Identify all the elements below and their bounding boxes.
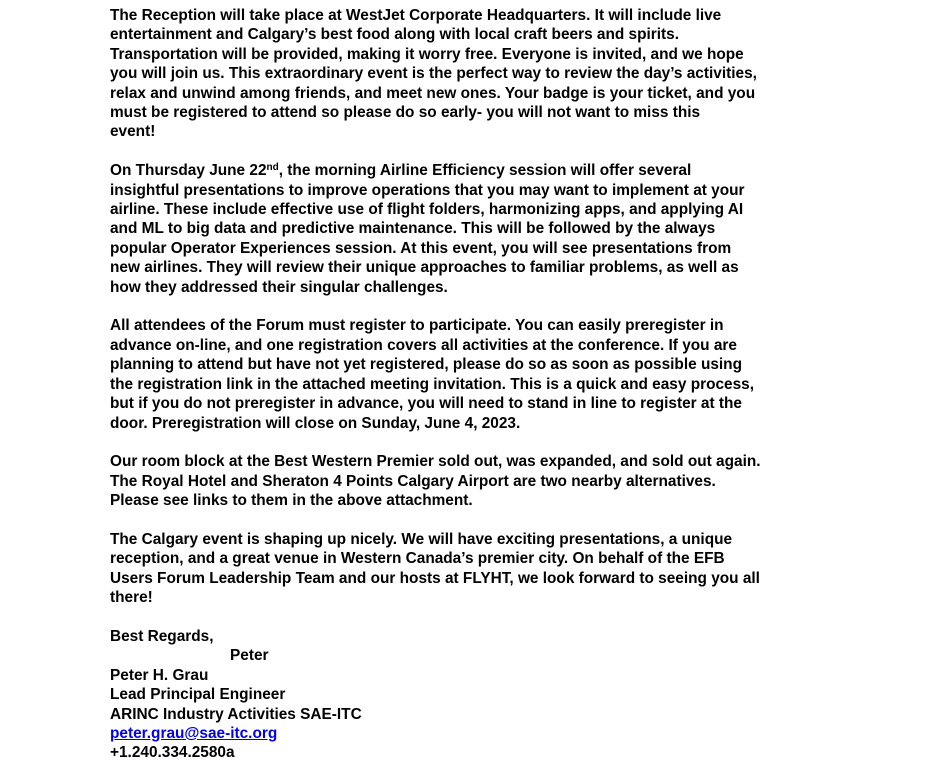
reception-line: entertainment and Calgary’s best food along with local craft beers and spirits. xyxy=(110,26,680,44)
thursday-first-line-rest: , the morning Airline Efficiency session will offer several xyxy=(278,162,692,180)
closing-line: reception, and a great venue in Western Canada’s premier city. On behalf of the EFB xyxy=(110,550,725,568)
hotels-line: The Royal Hotel and Sheraton 4 Points Calgary Airport are two nearby alternatives. xyxy=(110,472,716,490)
letter-body xyxy=(110,6,840,782)
registration-line: All attendees of the Forum must register to participate. You can easily preregister in xyxy=(110,317,724,335)
date-ordinal-suffix: nd xyxy=(266,162,279,174)
closing-line: there! xyxy=(110,589,153,607)
closing-line: Users Forum Leadership Team and our hosts at FLYHT, we look forward to seeing you all xyxy=(110,569,760,587)
thursday-line: how they addressed their singular challenges. xyxy=(110,278,448,296)
signer-organization: ARINC Industry Activities SAE-ITC xyxy=(110,705,362,723)
registration-paragraph xyxy=(110,316,840,432)
email-line xyxy=(110,724,840,743)
reception-line: you will join us. This extraordinary event is the perfect way to review the day’s activities, xyxy=(110,65,757,83)
closing-line: The Calgary event is shaping up nicely. We will have exciting presentations, a unique xyxy=(110,530,733,548)
reception-paragraph xyxy=(110,6,840,142)
hotels-line: Please see links to them in the above attachment. xyxy=(110,492,473,510)
registration-line: but if you do not preregister in advance, you will need to stand in line to register at the xyxy=(110,395,742,413)
thursday-line: new airlines. They will review their unique approaches to familiar problems, as well as xyxy=(110,259,739,277)
thursday-line: insightful presentations to improve operations that you may want to implement at your xyxy=(110,181,745,199)
reception-line: event! xyxy=(110,123,156,141)
registration-line: planning to attend but have not yet registered, please do so as soon as possible using xyxy=(110,356,742,374)
registration-line: advance on-line, and one registration covers all activities at the conference. If you are xyxy=(110,336,737,354)
reception-line: must be registered to attend so please do so early- you will not want to miss this xyxy=(110,104,701,122)
reception-line: Transportation will be provided, making it worry free. Everyone is invited, and we hope xyxy=(110,45,744,63)
closing-paragraph xyxy=(110,530,840,608)
thursday-first-line xyxy=(110,161,840,180)
signer-full-name: Peter H. Grau xyxy=(110,666,209,684)
registration-line: door. Preregistration will close on Sunday, June 4, 2023. xyxy=(110,414,521,432)
reception-line: relax and unwind among friends, and meet new ones. Your badge is your ticket, and you xyxy=(110,84,756,102)
thursday-line: airline. These include effective use of flight folders, harmonizing apps, and applying AI xyxy=(110,201,744,219)
signature-first-name: Peter xyxy=(230,647,269,665)
signature-block xyxy=(110,627,840,763)
reception-line: The Reception will take place at WestJet Corporate Headquarters. It will include live xyxy=(110,7,722,24)
registration-line: the registration link in the attached meeting invitation. This is a quick and easy process, xyxy=(110,375,755,393)
thursday-date-text: On Thursday June 22 xyxy=(110,162,267,180)
thursday-paragraph xyxy=(110,161,840,297)
hotels-line: Our room block at the Best Western Premier sold out, was expanded, and sold out again. xyxy=(110,453,761,471)
salutation: Best Regards, xyxy=(110,627,214,645)
hotels-paragraph xyxy=(110,452,840,510)
signer-title: Lead Principal Engineer xyxy=(110,686,286,704)
email-link[interactable]: peter.grau@sae-itc.org xyxy=(110,724,278,742)
phone-number: +1.240.334.2580a xyxy=(110,744,235,762)
thursday-line: popular Operator Experiences session. At this event, you will see presentations from xyxy=(110,239,732,257)
thursday-line: and ML to big data and predictive maintenance. This will be followed by the always xyxy=(110,220,716,238)
